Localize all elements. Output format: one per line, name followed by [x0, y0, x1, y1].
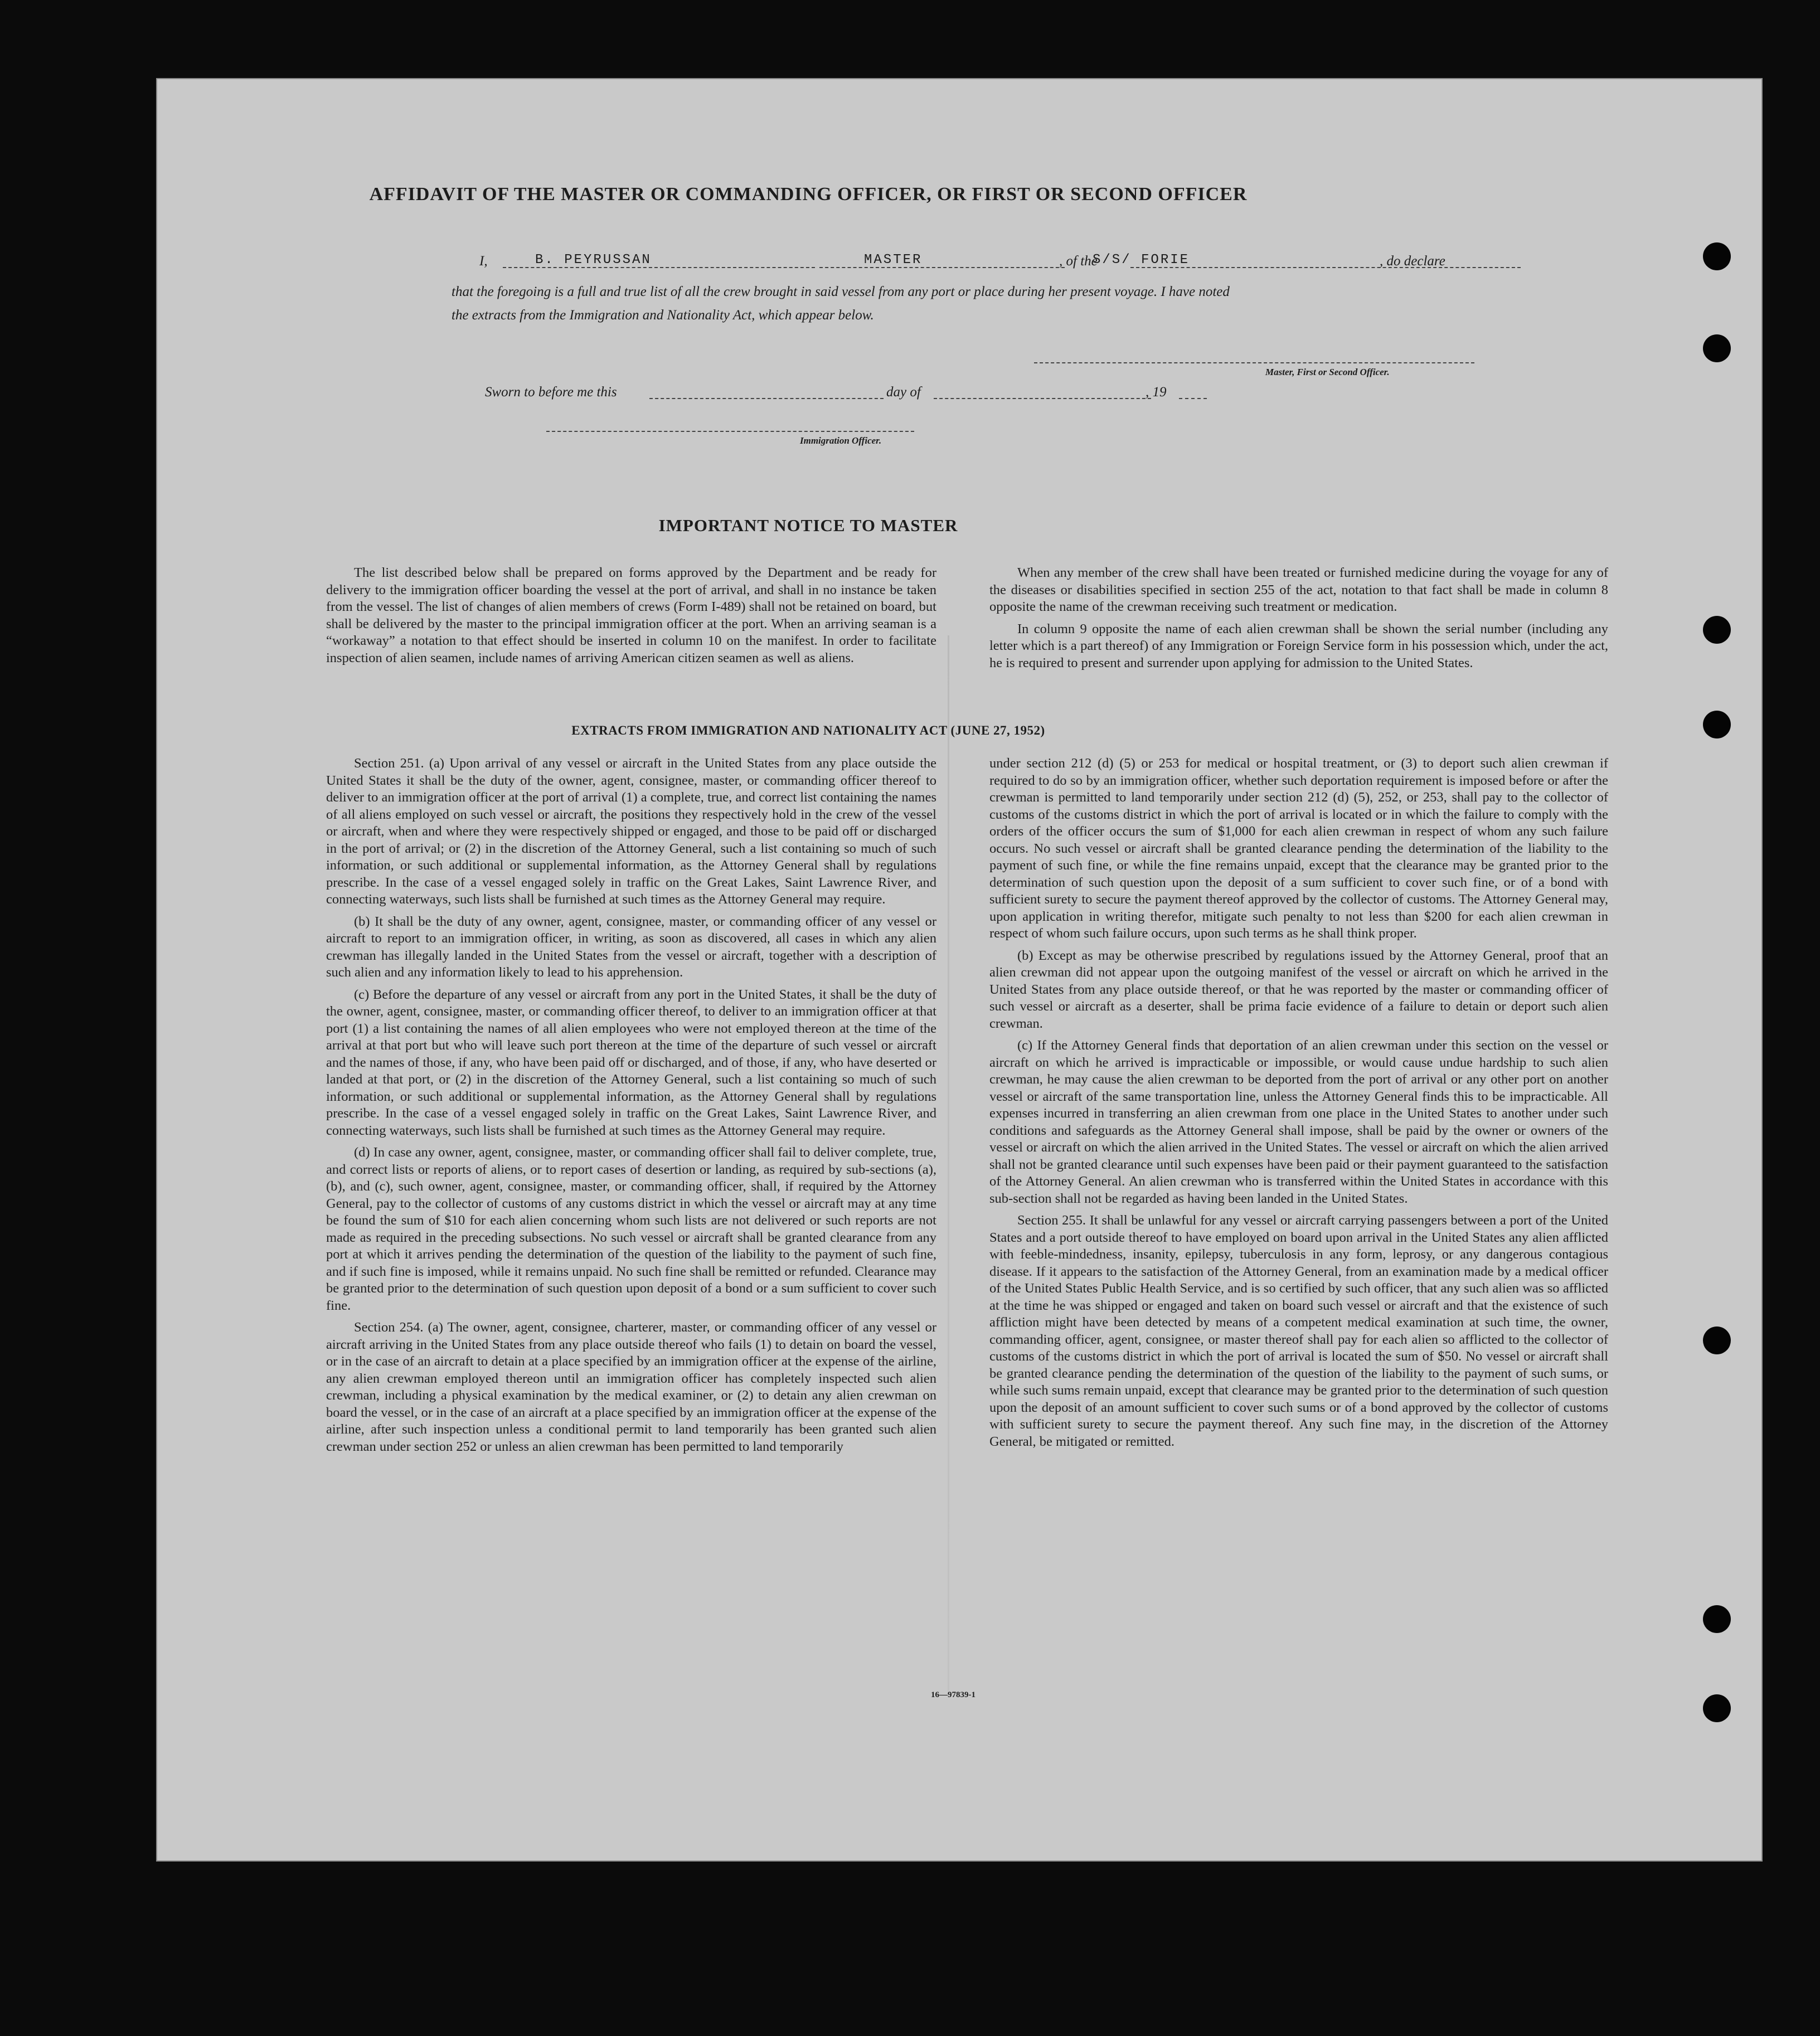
- master-signature-line: [1034, 362, 1474, 363]
- notice-title: IMPORTANT NOTICE TO MASTER: [658, 516, 958, 535]
- section-251-a: Section 251. (a) Upon arrival of any vessel or aircraft in the United States from any place outside the United States it shall be the duty of the owner, agent, consignee, master, or commanding officer thereof to deliver to an immigration officer at the port of arrival (1) a complete, true, and correct list containing the names of all aliens employed on such vessel or aircraft, the positions they respectively hold in the crew of the vessel or aircraft, when and where they were respectively shipped or engaged, and those to be paid off or discharged in the port of arrival; or (2) in the discretion of the Attorney General, such a list containing so much of such information, or such additional or supplemental information, as the Attorney General shall by regulations prescribe. In the case of a vessel engaged solely in traffic on the Great Lakes, Saint Lawrence River, and connecting waterways, such lists shall be furnished at such times as the Attorney General may require.: [326, 756, 936, 907]
- notice-right-paragraph-2: In column 9 opposite the name of each alien crewman shall be shown the serial number (including any letter which is a part thereof) of any Immigration or Foreign Service form in his possession which, under the act, he is required to present and surrender upon applying for admission to the United States.: [989, 621, 1608, 670]
- declare-label: , do declare: [1380, 254, 1445, 269]
- page-fold: [948, 635, 949, 1694]
- section-254-c: (c) If the Attorney General finds that deportation of an alien crewman under this section on the vessel or aircraft on which he arrived is impracticable or impossible, or would cause undue hardship to such alien crewman, he may cause the alien crewman to be deported from the port of arrival or any other port on another vessel or aircraft of the same transportation line, unless the Attorney General finds this to be impracticable. All expenses incurred in transferring an alien crewman from one place in the United States to another under such conditions and safeguards as the Attorney General shall impose, shall be paid by the owner or owners of the vessel or aircraft on which the alien arrived in the United States. The vessel or aircraft on which the alien arrived shall not be granted clearance until such expenses have been paid or their payment guaranteed to the satisfaction of the Attorney General. An alien crewman who is transferred within the United States in accordance with this sub-section shall not be regarded as having been landed in the United States.: [989, 1038, 1608, 1206]
- rank-field-line: [819, 254, 1065, 268]
- of-the-label: , of the: [1059, 254, 1098, 269]
- affidavit-title: AFFIDAVIT OF THE MASTER OR COMMANDING OFFICER, OR FIRST OR SECOND OFFICER: [369, 184, 1248, 205]
- section-254-b: (b) Except as may be otherwise prescribed by regulations issued by the Attorney General, proof that an alien crewman did not appear upon the outgoing manifest of the vessel or aircraft on which he arrived in the United States from any place outside thereof, or that he was reported by the master or commanding officer of such vessel or aircraft as a deserter, shall be prima facie evidence of a failure to detain or deport such alien crewman.: [989, 947, 1608, 1031]
- rank-value: MASTER: [864, 252, 923, 268]
- officer-signature-caption: Immigration Officer.: [800, 435, 882, 446]
- notice-right-paragraph-1: When any member of the crew shall have been treated or furnished medicine during the voyage for any of the diseases or disabilities specified in section 255 of the act, notation to that fact shall be made in column 8 opposite the name of the crewman receiving such treatment or medication.: [989, 565, 1608, 614]
- sworn-line: [485, 385, 1265, 407]
- section-251-d: (d) In case any owner, agent, consignee, master, or commanding officer shall fail to deliver complete, true, and correct lists or reports of aliens, or to report cases of desertion or landing, as required by sub-sections (a), (b), and (c), such owner, agent, consignee, master, or commanding officer, shall, if required by the Attorney General, pay to the collector of customs of any customs district in which the vessel or aircraft may at any time be found the sum of $10 for each alien concerning whom such lists are not delivered or such reports are not made as required in the preceding subsections. No such vessel or aircraft shall be granted clearance from any port at which it arrives pending the determination of the question of the liability to the payment of such fine, and if such fine is imposed, while it remains unpaid. No such fine shall be remitted or refunded. Clearance may be granted prior to the determination of such question upon deposit of a bond or a sum sufficient to cover such fine.: [326, 1145, 936, 1313]
- declaration-line: [301, 254, 1488, 276]
- binder-hole: [1703, 1326, 1731, 1354]
- master-name-value: B. PEYRUSSAN: [535, 252, 652, 268]
- declaration-statement: [452, 280, 1483, 327]
- section-254-a-continued: under section 212 (d) (5) or 253 for medical or hospital treatment, or (3) to deport such alien crewman if required to do so by an immigration officer, whether such deportation requirement is imposed before or after the crewman is permitted to land temporarily under section 212 (d) (5), 252, or 253, shall pay to the collector of customs of the customs district in which the port of arrival is located or in which the failure to comply with the orders of the officer occurs the sum of $1,000 for each alien crewman in respect of whom any such failure occurs. No such vessel or aircraft shall be granted clearance pending the determination of the liability to the payment of such fine, or while the fine remains unpaid, except that the clearance may be granted prior to the determination of such question upon the deposit of a sum sufficient to cover such fine, or of a bond with sufficient surety to secure the payment thereof approved by the collector of customs. The Attorney General may, upon application in writing therefor, mitigate such penalty to not less than $200 for each alien crewman in respect of whom such failure occurs, upon such terms as he shall think proper.: [989, 756, 1608, 941]
- section-251-b: (b) It shall be the duty of any owner, agent, consignee, master, or commanding officer of any vessel or aircraft to report to an immigration officer, in writing, as soon as discovered, all cases in which any alien crewman has illegally landed in the United States from the vessel or aircraft, together with a description of such alien and any information likely to lead to his apprehension.: [326, 913, 936, 980]
- notice-left-column: [326, 565, 936, 672]
- day-of-label: day of: [886, 385, 921, 400]
- sworn-month-field-line: [934, 385, 1151, 399]
- statement-line-1: that the foregoing is a full and true list of all the crew brought in said vessel from any port or place during her present voyage. I have noted: [452, 284, 1230, 299]
- form-code: 16—97839-1: [931, 1690, 975, 1699]
- notice-left-paragraph: The list described below shall be prepared on forms approved by the Department and be ready for delivery to the immigration officer boarding the vessel at the port of arrival, and shall in no instance be taken from the vessel. The list of changes of alien members of crews (Form I-489) shall not be retained on board, but shall be delivered by the master to the principal immigration officer at the port. When an arriving seaman is a “workaway” a notation to that effect should be inserted in column 10 on the manifest. In order to facilitate inspection of alien seamen, include names of arriving American citizen seamen as well as aliens.: [326, 565, 936, 665]
- binder-hole: [1703, 1605, 1731, 1633]
- extracts-left-column: [326, 755, 936, 1460]
- section-254-a: Section 254. (a) The owner, agent, consignee, charterer, master, or commanding officer of any vessel or aircraft arriving in the United States from any place outside thereof who fails (1) to detain on board the vessel, or in the case of an aircraft to detain at a place specified by an immigration officer at the expense of the airline, any alien crewman employed thereon until an immigration officer has completely inspected such alien crewman, including a physical examination by the medical examiner, or (2) to detain any alien crewman on board the vessel, or in the case of an aircraft at a place specified by an immigration officer at the expense of the airline, after such inspection unless a conditional permit to land temporarily has been granted such alien crewman under section 252 or unless an alien crewman has been permitted to land temporarily: [326, 1320, 936, 1454]
- sworn-day-field-line: [649, 385, 884, 399]
- binder-hole: [1703, 616, 1731, 644]
- extracts-right-column: [989, 755, 1608, 1455]
- sworn-label: Sworn to before me this: [485, 385, 617, 400]
- binder-hole: [1703, 1694, 1731, 1722]
- statement-line-2: the extracts from the Immigration and Nationality Act, which appear below.: [452, 308, 874, 323]
- master-signature-caption: Master, First or Second Officer.: [1265, 367, 1390, 377]
- section-251-c: (c) Before the departure of any vessel or aircraft from any port in the United States, it shall be the duty of the owner, agent, consignee, master, or commanding officer thereof, to deliver to an immigration officer at that port (1) a list containing the names of all alien employees who were not employed thereon at the time of the arrival at that port but who will leave such port thereon at the time of the departure of such vessel or aircraft and the names of those, if any, who have been paid off or discharged, and of those, if any, who have deserted or landed at that port, or (2) in the discretion of the Attorney General, such a list containing so much of such information, or such additional or supplemental information, as the Attorney General shall by regulations prescribe. In the case of a vessel engaged solely in traffic on the Great Lakes, Saint Lawrence River, and connecting waterways, such lists shall be furnished at such times as the Attorney General may require.: [326, 987, 936, 1138]
- section-255: Section 255. It shall be unlawful for any vessel or aircraft carrying passengers between a port of the United States and a port outside thereof to have employed on board upon arrival in the United States any alien afflicted with feeble-mindedness, insanity, epilepsy, tuberculosis in any form, leprosy, or any dangerous contagious disease. If it appears to the satisfaction of the Attorney General, from an examination made by a medical officer of the United States Public Health Service, and is so certified by such officer, that any such alien was so afflicted at the time he was shipped or engaged and taken on board such vessel or aircraft and that the existence of such affliction might have been detected by means of a competent medical examination at such time, the owner, commanding officer, agent, consignee, or master thereof shall pay for each alien so afflicted to the collector of customs of the customs district in which the port of arrival is located the sum of $50. No vessel or aircraft shall be granted clearance pending the determination of the question of the liability to the payment of such sums, or while such sums remain unpaid, except that clearance may be granted prior to the determination of such question upon the deposit of an amount sufficient to cover such sums or of a bond approved by the collector of customs with sufficient surety to secure the payment thereof. Any such fine may, in the discretion of the Attorney General, be mitigated or remitted.: [989, 1213, 1608, 1449]
- binder-hole: [1703, 711, 1731, 738]
- vessel-value: S/S/ FORIE: [1093, 252, 1190, 268]
- binder-hole: [1703, 242, 1731, 270]
- extracts-title: EXTRACTS FROM IMMIGRATION AND NATIONALITY ACT (JUNE 27, 1952): [571, 723, 1045, 737]
- binder-hole: [1703, 334, 1731, 362]
- sworn-year-field-line: [1179, 385, 1207, 399]
- year-label: , 19: [1146, 385, 1167, 400]
- notice-right-column: [989, 565, 1608, 677]
- i-label: I,: [479, 254, 488, 269]
- officer-signature-line: [546, 431, 914, 432]
